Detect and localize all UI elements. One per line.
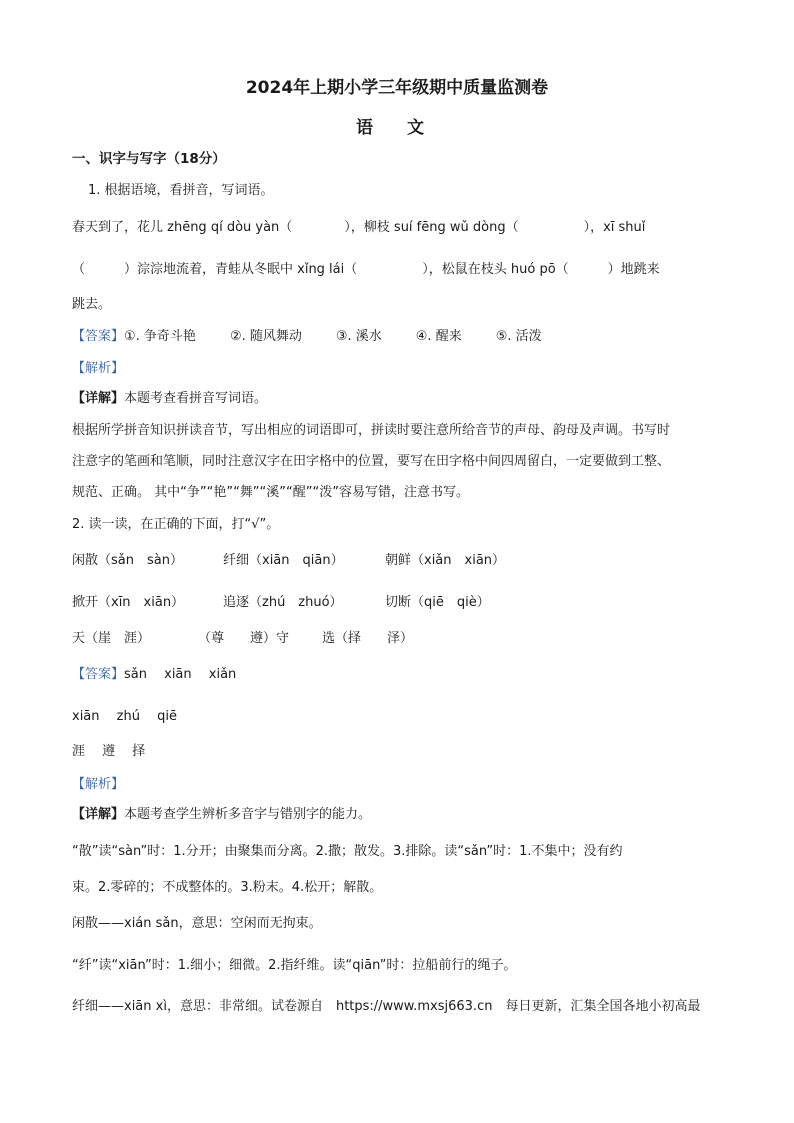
q2-option: 朝鲜（xiǎn xiān） [385, 553, 506, 568]
answer-text: sǎn xiān xiǎn [124, 667, 237, 682]
detail-text: 本题考查学生辨析多音字与错别字的能力。 [124, 807, 372, 822]
answer-item: ②. 随风舞动 [229, 329, 302, 344]
q1-prompt: 1. 根据语境，看拼音，写词语。 [88, 183, 274, 198]
q2-option: 掀开（xīn xiān） [72, 595, 185, 610]
q1-answer [72, 328, 576, 346]
explanation-line: 束。2.零碎的；不成整体的。3.粉末。4.松开；解散。 [72, 880, 383, 895]
analysis-tag: 【解析】 [72, 777, 125, 792]
explanation-line: “纤”读“xiān”时：1.细小；细微。2.指纤维。读“qiān”时：拉船前行的绳子。 [72, 958, 517, 973]
q2-option: 纤细（xiān qiān） [223, 553, 344, 568]
detail-text: 本题考查看拼音写词语。 [124, 391, 268, 406]
section-heading: 一、识字与写字（18分） [72, 151, 226, 167]
answer-tag: 【答案】 [72, 329, 125, 344]
analysis-tag: 【解析】 [72, 361, 125, 376]
q2-answer [72, 666, 236, 684]
explanation-line: 纤细——xiān xì，意思：非常细。试卷源自 https://www.mxsj663.cn 每日更新，汇集全国各地小初高最 [72, 999, 701, 1014]
explanation-line: 规范、正确。 其中“争”“艳”“舞”“溪”“醒”“泼”容易写错，注意书写。 [72, 485, 469, 500]
q2-row [72, 552, 505, 570]
q2-row [72, 594, 490, 612]
answer-text: xiān zhú qiē [72, 709, 177, 724]
q2-option: 选（择 泽） [322, 631, 414, 646]
q2-option: 天（崖 涯） [72, 631, 151, 646]
q1-text-line: 跳去。 [72, 297, 112, 312]
q1-detail [72, 390, 267, 408]
q2-option: 切断（qiē qiè） [385, 595, 490, 610]
explanation-line: 闲散——xián sǎn，意思：空闲而无拘束。 [72, 916, 322, 931]
explanation-line: 根据所学拼音知识拼读音节，写出相应的词语即可，拼读时要注意所给音节的声母、韵母及声调。书写时 [72, 423, 671, 438]
subject-title: 语 文 [356, 118, 438, 138]
q1-text-line: （ ）淙淙地流着，青蛙从冬眠中 xǐng lái（ ），松鼠在枝头 huó pō（ ）地跳来 [72, 262, 660, 277]
detail-tag: 【详解】 [72, 807, 125, 822]
detail-tag: 【详解】 [72, 391, 125, 406]
q2-detail [72, 806, 371, 824]
explanation-line: “散”读“sàn”时：1.分开；由聚集而分离。2.撒；散发。3.排除。读“sǎn”时：1.不集中；没有约 [72, 844, 623, 859]
document-title: 2024年上期小学三年级期中质量监测卷 [245, 78, 549, 98]
q2-row [72, 630, 413, 648]
answer-tag: 【答案】 [72, 667, 125, 682]
answer-item: ③. 溪水 [335, 329, 382, 344]
answer-item: ⑤. 活泼 [495, 329, 542, 344]
q2-option: 闲散（sǎn sàn） [72, 553, 183, 568]
explanation-line: 注意字的笔画和笔顺，同时注意汉字在田字格中的位置，要写在田字格中间四周留白，一定要做到工整、 [72, 454, 671, 469]
q2-option: 追逐（zhú zhuó） [223, 595, 343, 610]
q2-prompt: 2. 读一读，在正确的下面，打“√”。 [72, 517, 280, 532]
q2-option: （尊 遵）守 [198, 631, 290, 646]
answer-item: ①. 争奇斗艳 [124, 329, 196, 344]
q1-text-line: 春天到了，花儿 zhēng qí dòu yàn（ ），柳枝 suí fēng wǔ dòng（ ），xī shuǐ [72, 220, 646, 235]
answer-text: 涯 遵 择 [72, 744, 146, 759]
answer-item: ④. 醒来 [415, 329, 462, 344]
